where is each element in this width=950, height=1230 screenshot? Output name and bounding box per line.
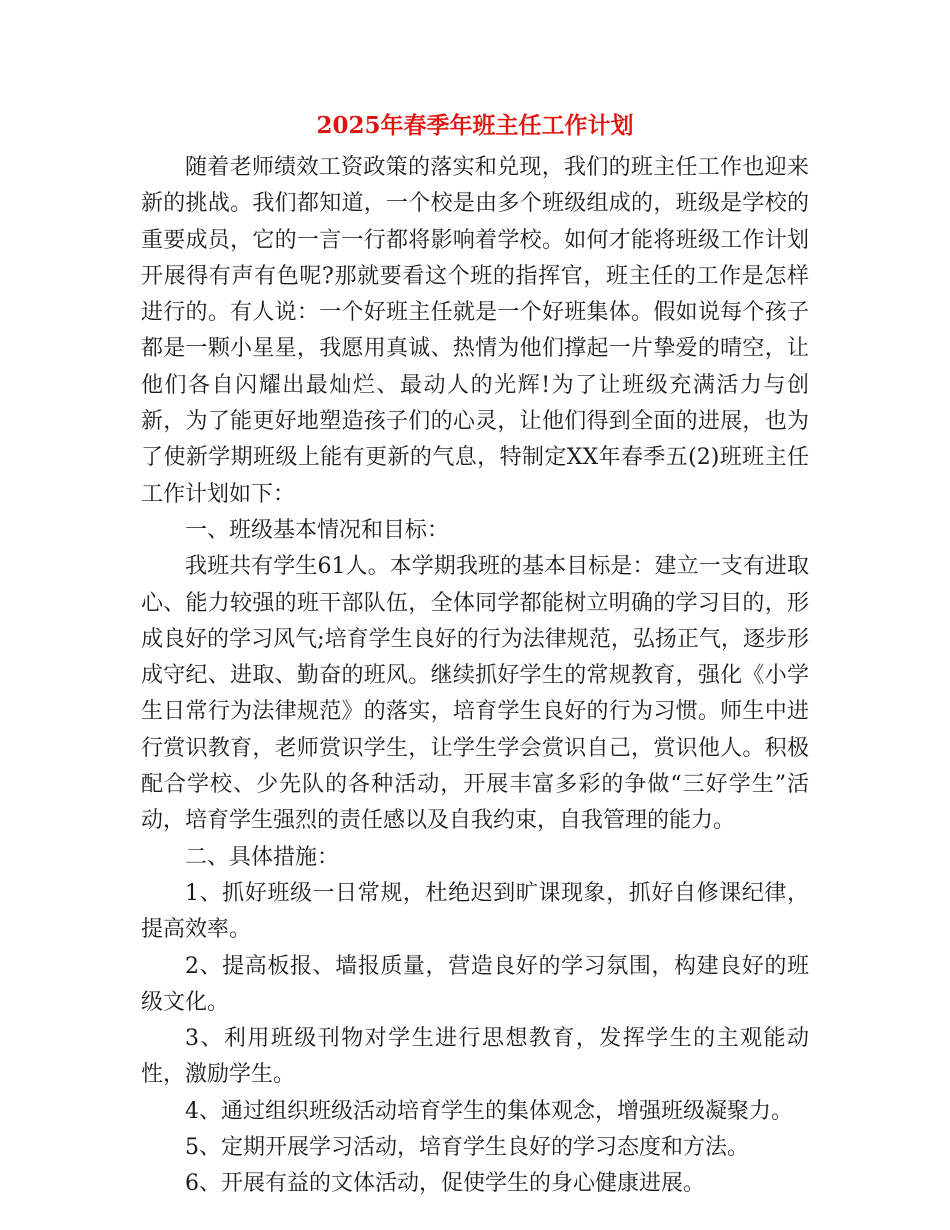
document-title: 2025年春季年班主任工作计划: [316, 112, 634, 139]
measure-item-3: 3、利用班级刊物对学生进行思想教育，发挥学生的主观能动性，激励学生。: [141, 1026, 809, 1088]
section-heading-measures: 二、具体措施：: [185, 844, 340, 870]
measure-item-2: 2、提高板报、墙报质量，营造良好的学习氛围，构建良好的班级文化。: [141, 953, 809, 1015]
section-heading-basic-situation: 一、班级基本情况和目标：: [185, 517, 450, 543]
measure-item-5: 5、定期开展学习活动，培育学生良好的学习态度和方法。: [185, 1135, 749, 1161]
measure-item-4: 4、通过组织班级活动培育学生的集体观念，增强班级凝聚力。: [185, 1098, 793, 1124]
measure-item-6: 6、开展有益的文体活动，促使学生的身心健康进展。: [185, 1171, 705, 1197]
measure-item-1: 1、抓好班级一日常规，杜绝迟到旷课现象，抓好自修课纪律，提高效率。: [141, 880, 809, 943]
basic-situation-paragraph: 我班共有学生61人。本学期我班的基本目标是：建立一支有进取心、能力较强的班干部队伍，全体同学都能树立明确的学习目的，形成良好的学习风气;培育学生良好的行为法律规范，弘扬正气，逐步形成守纪、进取、勤奋的班风。继续抓好学生的常规教育，强化《小学生日常行为法律规范》的落实，培育学生良好的行为习惯。师生中进行赏识教育，老师赏识学生，让学生学会赏识自己，赏识他人。积极配合学校、少先队的各种活动，开展丰富多彩的争做“三好学生”活动，培育学生强烈的责任感以及自我约束，自我管理的能力。: [141, 554, 809, 834]
intro-paragraph: 随着老师绩效工资政策的落实和兑现，我们的班主任工作也迎来新的挑战。我们都知道，一个校是由多个班级组成的，班级是学校的重要成员，它的一言一行都将影响着学校。如何才能将班级工作计划开展得有声有色呢?那就要看这个班的指挥官，班主任的工作是怎样进行的。有人说：一个好班主任就是一个好班集体。假如说每个孩子都是一颗小星星，我愿用真诚、热情为他们撑起一片挚爱的晴空，让他们各自闪耀出最灿烂、最动人的光辉!为了让班级充满活力与创新，为了能更好地塑造孩子们的心灵，让他们得到全面的进展，也为了使新学期班级上能有更新的气息，特制定XX年春季五(2)班班主任工作计划如下：: [141, 155, 809, 507]
document-body: [141, 150, 809, 1203]
